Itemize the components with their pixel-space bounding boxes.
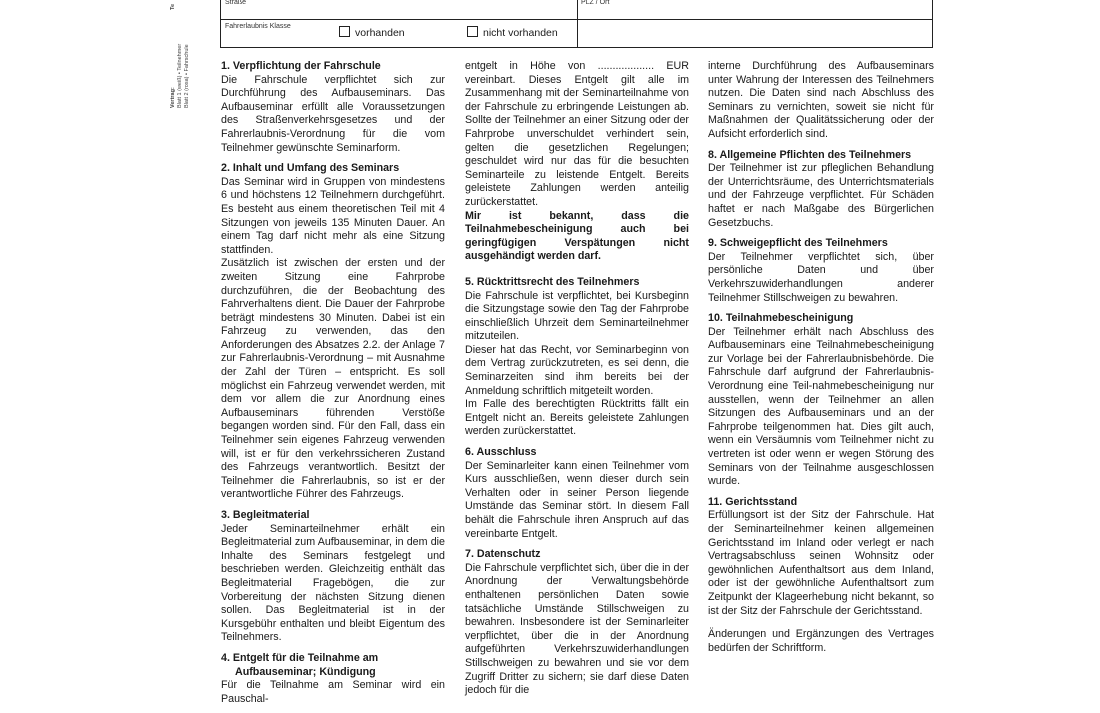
section-text: Dieser hat das Recht, vor Seminarbeginn von dem Vertrag zurückzutreten, es sei denn, die Seminarzeiten sind ihm bereits bei der Anmeldung schriftlich mitgeteilt worden. [465,343,689,397]
nicht-vorhanden-option[interactable] [467,26,558,39]
section-heading: 4. Entgelt für die Teilnahme am [221,651,379,664]
section-text: Für die Teilnahme am Seminar wird ein Pauschal- [221,679,445,705]
address-divider [577,0,578,19]
section-bold-text: Mir ist bekannt, dass die Teilnahmebescheinigung auch bei geringfügigen Verspätungen nicht ausgehändigt werden darf. [465,209,689,263]
section-10 [708,312,934,489]
section-text: interne Durchführung des Aufbauseminars unter Wahrung der Interessen des Teilnehmers nutzen. Die Daten sind nach Abschluss des Seminars zu vernichten, soweit sie nicht für Maßnahmen der Qualitätssicherung oder der Aufsicht erforderlich sind. [708,60,934,140]
vorhanden-option[interactable] [339,26,405,39]
column-2 [465,60,689,705]
participant-form [220,0,933,48]
section-text: Die Fahrschule verpflichtet sich, über die in der Anordnung der Verwaltungsbehörde enthaltenen persönlichen Daten sowie tatsächliche Umstände Stillschweigen zu bewahren. Insbesondere ist der Seminarleiter verpflichtet, über die in der Anordnung aufgeführten Verkehrszuwiderhandlungen Stillschweigen zu bewahren und sie vor dem Zugriff Dritter zu sichern; sie darf diese Daten jedoch für die [465,561,689,697]
section-text: Zusätzlich ist zwischen der ersten und der zweiten Sitzung eine Fahrprobe durchzuführen, die der Beobachtung des Fahrverhaltens dient. Die Dauer der Fahrprobe beträgt mindestens 30 Minuten. Dabei ist ein Fahrzeug zu verwenden, das den Anforderungen des Absatzes 2.2. der Anlage 7 zur Fahrerlaubnis-Verordnung – mit Ausnahme der Zahl der Türen – entspricht. Es soll möglichst ein Fahrzeug verwendet werden, mit dem vor allem die zur Anordnung eines Aufbauseminars führenden Verstöße begangen worden sind. Für den Fall, dass ein Teilnehmer sein eigenes Fahrzeug verwenden will, ist er für den verkehrssicheren Zustand des Fahrzeugs verantwortlich. Besitzt der Teilnehmer die Fahrerlaubnis, so ist er der verantwortliche Führer des Fahrzeugs. [221,257,445,501]
section-7 [465,548,689,698]
vorhanden-checkbox[interactable] [339,26,350,37]
section-heading: 8. Allgemeine Pflichten des Teilnehmers [708,148,912,161]
section-heading: 2. Inhalt und Umfang des Seminars [221,162,400,175]
strasse-label: Straße [225,0,247,6]
side-text-blatt1: Blatt 1 (weiß) • Teilnehmer [177,43,183,108]
section-text: Der Teilnehmer erhält nach Abschluss des Aufbauseminars eine Teilnahmebescheinigung zur Vorlage bei der Fahrerlaubnisbehörde. Die Fahrschule darf aufgrund der Fahrerlaubnis-Verordnung eine Teil-nahmebescheinigung nur ausstellen, wenn der Teilnehmer an allen Sitzungen des Aufbauseminars und an der Fahrprobe teilgenommen hat. Dies gilt auch, wenn ein Versäumnis vom Teilnehmer nicht zu vertreten ist oder wenn er wegen Störung des Seminars von der Teilnahme ausgeschlossen wurde. [708,325,934,488]
section-text: Das Seminar wird in Gruppen von mindestens 6 und höchstens 12 Teilnehmern durchgeführt. Es besteht aus einem theoretischen Teil mit 4 Sitzungen von jeweils 135 Minuten Dauer. An einem Tag darf nicht mehr als eine Sitzung stattfinden. [221,175,445,256]
section-text: Im Falle des berechtigten Rücktritts fällt ein Entgelt nicht an. Bereits geleistete Zahlungen werden zurückerstattet. [465,398,689,438]
section-heading-cont: Aufbauseminar; Kündigung [235,665,376,678]
section-heading: 9. Schweigepflicht des Teilnehmers [708,237,888,250]
plz-ort-label: PLZ / Ort [581,0,610,6]
section-text: Der Teilnehmer ist zur pfleglichen Behandlung der Unterrichtsräume, des Unterrichtsmaterials und der Fahrzeuge verpflichtet. Für Schäden haftet er nach Maßgabe des Bürgerlichen Gesetzbuchs. [708,162,934,229]
section-heading: 7. Datenschutz [465,548,541,561]
section-7-cont [708,60,934,142]
section-2 [221,162,445,502]
section-text: Änderungen und Ergänzungen des Vertrages bedürfen der Schriftform. [708,628,934,654]
section-8 [708,149,934,231]
address-row [221,0,932,20]
fahrerlaubnis-klasse-label: Fahrerlaubnis Klasse [225,23,291,30]
side-text-vertrag-label: Vertrag: [170,87,176,108]
vorhanden-label: vorhanden [355,27,405,39]
section-heading: 10. Teilnahmebescheinigung [708,312,854,325]
section-heading: 11. Gerichtsstand [708,495,798,508]
section-4-cont [465,60,689,264]
side-margin-text [150,0,208,120]
section-3 [221,509,445,645]
nicht-vorhanden-checkbox[interactable] [467,26,478,37]
side-text-blatt2: Blatt 2 (rosa) • Fahrschule [184,44,190,108]
section-text: Die Fahrschule verpflichtet sich zur Durchführung des Aufbauseminars. Das Aufbauseminar erfüllt alle Voraussetzungen des Straßenverkehrsgesetzes und der Fahrerlaubnis-Verordnung für die vom Teilnehmer gewünschte Seminarform. [221,73,445,154]
column-3 [708,60,934,662]
side-text-line1: Te [170,3,176,10]
column-1 [221,60,445,713]
section-6 [465,446,689,541]
section-text: entgelt in Höhe von ................... EUR vereinbart. Dieses Entgelt gilt alle im Zusammenhang mit der Seminarteilnahme von der Fahrschule zu erbringende Leistungen ab. Sollte der Teilnehmer an einer Sitzung oder der Fahrprobe unverschuldet verhindert sein, gelten die gesetzlichen Regelungen; geschuldet wird nur das für die besuchten Seminarteile zu leistende Entgelt. Bereits geleistete Zahlungen werden anteilig zurückerstattet. [465,60,689,208]
section-text: Die Fahrschule ist verpflichtet, bei Kursbeginn die Sitzungstage sowie den Tag der Fahrprobe einschließlich Uhrzeit dem Seminarteilnehmer mitzuteilen. [465,289,689,343]
section-heading: 3. Begleitmaterial [221,509,310,521]
nicht-vorhanden-label: nicht vorhanden [483,27,558,39]
section-9 [708,237,934,305]
section-heading: 1. Verpflichtung der Fahrschule [221,60,381,72]
section-text: Der Teilnehmer verpflichtet sich, über persönliche Daten und über Verkehrszuwiderhandlungen anderer Teilnehmer Stillschweigen zu bewahren. [708,250,934,304]
license-row [221,19,932,47]
license-divider [577,19,578,47]
section-4 [221,652,445,706]
section-1 [221,60,445,155]
section-5 [465,276,689,439]
section-text: Erfüllungsort ist der Sitz der Fahrschule. Hat der Seminarteilnehmer keinen allgemeinen Gerichtsstand im Inland oder verlegt er nach Vertragsabschluss seinen Wohnsitz oder gewöhnlichen Aufenthaltsort aus dem Inland, oder ist der gewöhnliche Aufenthaltsort zum Zeitpunkt der Klageerhebung nicht bekannt, so ist der Sitz der Fahrschule der Gerichtsstand. [708,509,934,617]
section-heading: 5. Rücktrittsrecht des Teilnehmers [465,275,640,288]
section-11 [708,496,934,618]
section-text: Der Seminarleiter kann einen Teilnehmer vom Kurs ausschließen, wenn dieser durch sein Verhalten oder in seiner Person liegende Umstände das Seminar stört. In diesem Fall behält die Fahrschule ihren Anspruch auf das vereinbarte Entgelt. [465,459,689,540]
section-heading: 6. Ausschluss [465,446,537,459]
section-text: Jeder Seminarteilnehmer erhält ein Begleitmaterial zum Aufbauseminar, in dem die Inhalte des Seminars festgelegt und beschrieben werden. Gleichzeitig enthält das Begleitmaterial Fragebögen, die zur Vorbereitung der nächsten Sitzung dienen sollen. Das Begleitmaterial ist in der Kursgebühr enthalten und bleibt Eigentum des Teilnehmers. [221,522,445,644]
final-clause [708,628,934,655]
